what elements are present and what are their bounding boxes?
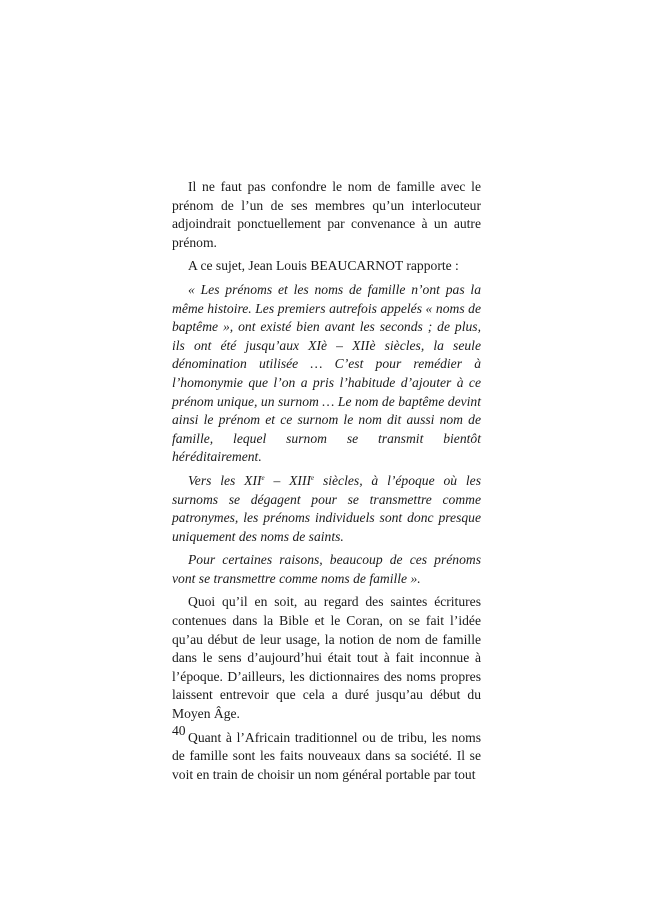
paragraph-1: Il ne faut pas confondre le nom de famille avec le prénom de l’un de ses membres qu’un interlocuteur adjoindrait ponctuellement par convenance à un autre prénom. xyxy=(172,179,481,250)
quote-paragraph-3: Pour certaines raisons, beaucoup de ces prénoms vont se transmettre comme noms de famille ». xyxy=(172,552,481,586)
paragraph-3: Quoi qu’il en soit, au regard des saintes écritures contenues dans la Bible et le Coran, on se fait l’idée qu’au début de leur usage, la notion de nom de famille dans le sens d’aujourd’hui était tout à fait inconnue à l’époque. D’ailleurs, les dictionnaires des noms propres laissent entrevoir que cela a duré jusqu’au début du Moyen Âge. xyxy=(172,594,481,722)
quote-2-suffix: siècles, à l’époque où les surnoms se dégagent pour se transmettre comme patronymes, les prénoms individuels sont donc presque uniquement des noms de saints. xyxy=(172,472,481,544)
quote-paragraph-1: « Les prénoms et les noms de famille n’ont pas la même histoire. Les premiers autrefois appelés « noms de baptême », ont existé bien avant les seconds ; de plus, ils ont été jusqu’aux XIè – XIIè siècles, la seule dénomination utilisée … C’est pour remédier à l’homonymie que l’on a pris l’habitude d’ajouter à ce prénom unique, un surnom … Le nom de baptême devint ainsi le prénom et ce surnom le nom dit aussi nom de famille, lequel surnom se transmit bientôt héréditairement. xyxy=(172,281,481,465)
quote-2-prefix: Vers les XII xyxy=(188,472,262,488)
paragraph-4: Quant à l’Africain traditionnel ou de tribu, les noms de famille sont les faits nouveaux dans sa société. Il se voit en train de choisir un nom général portable par tout xyxy=(172,729,481,782)
body-text xyxy=(172,178,481,788)
paragraph-2: A ce sujet, Jean Louis BEAUCARNOT rapporte : xyxy=(188,258,459,274)
superscript-e: e xyxy=(311,473,315,482)
quote-paragraph-2 xyxy=(172,472,481,546)
page-number: 40 xyxy=(172,723,186,738)
superscript-e: e xyxy=(261,473,265,482)
quote-2-middle: – XIII xyxy=(264,472,312,488)
